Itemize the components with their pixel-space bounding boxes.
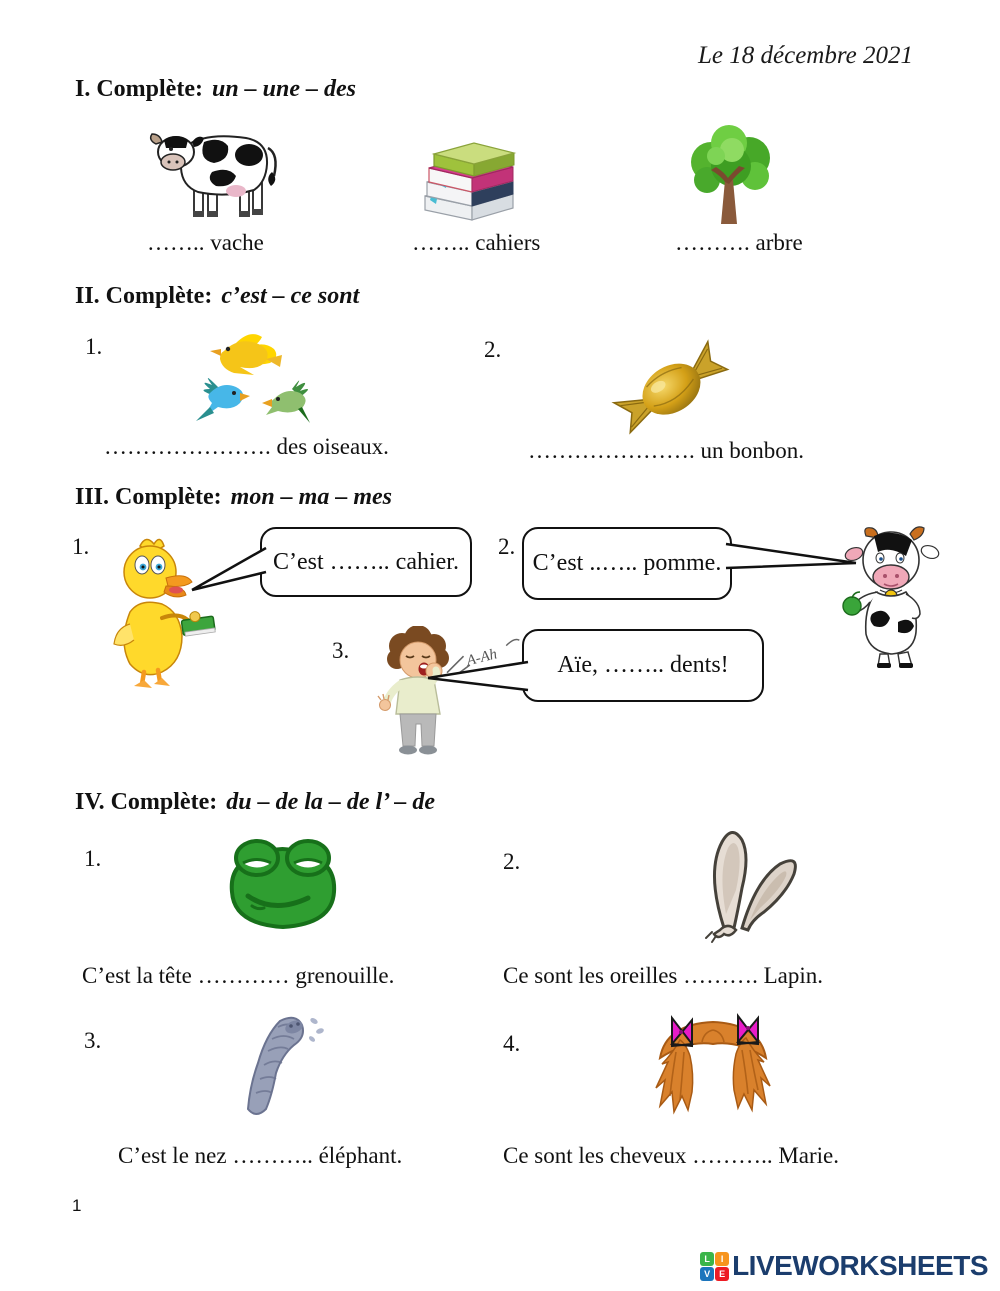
item-number: 1. (84, 846, 102, 871)
aah-scribble-text: A-Ah (464, 646, 499, 670)
section-4-heading (75, 789, 435, 816)
frog-head-icon (212, 830, 354, 945)
logo-tile-i: I (715, 1252, 729, 1266)
birds-icon (188, 323, 323, 431)
logo-tile-l: L (700, 1252, 714, 1266)
item-number: 3. (84, 1028, 102, 1053)
logo-tile-v: V (700, 1267, 714, 1281)
tree-icon (683, 118, 778, 230)
section-3-heading-prefix: III. Complète: (75, 484, 222, 510)
liveworksheets-logo-icon (700, 1252, 729, 1281)
section-3-heading-options: mon – ma – mes (230, 484, 392, 510)
section-2-heading-prefix: II. Complète: (75, 283, 213, 309)
item-number: 2. (498, 534, 516, 559)
section-1-heading-options: un – une – des (211, 76, 357, 102)
blank-marie[interactable]: Ce sont les cheveux ……….. Marie. (503, 1143, 839, 1168)
blank-elephant[interactable]: C’est le nez ……….. éléphant. (118, 1143, 403, 1168)
candy-icon (608, 328, 736, 452)
blank-lapin[interactable]: Ce sont les oreilles ………. Lapin. (503, 963, 824, 988)
section-1-heading (75, 76, 356, 103)
logo-tile-e: E (715, 1267, 729, 1281)
worksheet-date: Le 18 décembre 2021 (698, 42, 913, 69)
item-number: 3. (332, 638, 350, 663)
item-number: 2. (484, 337, 502, 362)
speech-bubble-tail (420, 652, 530, 702)
blank-cahiers[interactable]: …….. cahiers (412, 230, 541, 255)
item-number: 1. (85, 334, 103, 359)
girl-hair-icon (632, 1012, 794, 1127)
section-1-heading-prefix: I. Complète: (75, 76, 203, 102)
elephant-trunk-icon (232, 1013, 330, 1125)
blank-arbre[interactable]: ………. arbre (675, 230, 803, 255)
books-icon (410, 112, 525, 230)
blank-grenouille[interactable]: C’est la tête ………… grenouille. (82, 963, 395, 988)
blank-un-bonbon[interactable]: …………………. un bonbon. (528, 438, 804, 463)
section-2-heading (75, 283, 359, 310)
section-3-heading (75, 484, 392, 511)
page-number: 1 (72, 1196, 82, 1215)
blank-vache[interactable]: …….. vache (147, 230, 264, 255)
speech-bubble-dents[interactable]: Aïe, …….. dents! (522, 629, 764, 702)
item-number: 4. (503, 1031, 521, 1056)
speech-bubble-cahier[interactable]: C’est …….. cahier. (260, 527, 472, 597)
speech-bubble-tail (722, 535, 862, 580)
item-number: 2. (503, 849, 521, 874)
cow-icon (146, 114, 286, 230)
section-4-heading-options: du – de la – de l’ – de (226, 789, 436, 815)
liveworksheets-logo (700, 1250, 988, 1282)
liveworksheets-logo-text: LIVEWORKSHEETS (732, 1250, 988, 1281)
speech-bubble-pomme[interactable]: C’est ..….. pomme. (522, 527, 732, 600)
blank-des-oiseaux[interactable]: …………………. des oiseaux. (104, 434, 389, 459)
section-4-heading-prefix: IV. Complète: (75, 789, 218, 815)
item-number: 1. (72, 534, 90, 559)
speech-bubble-tail (186, 538, 270, 598)
section-2-heading-options: c’est – ce sont (221, 283, 360, 309)
rabbit-ears-icon (668, 828, 806, 946)
